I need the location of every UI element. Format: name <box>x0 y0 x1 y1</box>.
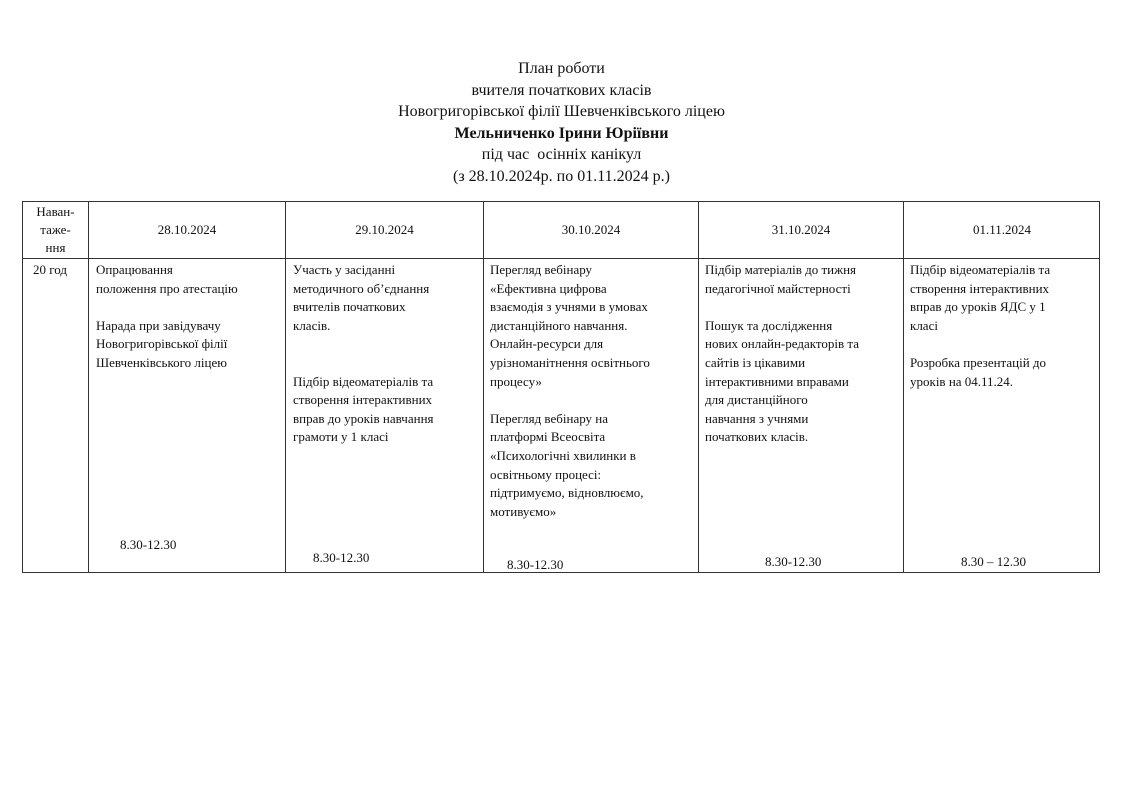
activity-cell: Підбір матеріалів до тижня педагогічної майстерності Пошук та дослідження нових онлайн-редакторів та сайтів із цікавими інтерактивними вправами для дистанційного навчання з учнями початкових класів. <box>705 262 860 445</box>
time-range: 8.30-12.30 <box>507 557 564 572</box>
header-date: 01.11.2024 <box>972 222 1032 237</box>
title-period: (з 28.10.2024р. по 01.11.2024 р.) <box>453 167 670 185</box>
header-date: 29.10.2024 <box>355 222 414 237</box>
title-line: вчителя початкових класів <box>471 81 652 99</box>
time-range: 8.30-12.30 <box>313 550 370 565</box>
time-range: 8.30-12.30 <box>120 537 177 552</box>
title-line: під час осінніх канікул <box>481 146 642 163</box>
activity-cell: Підбір відеоматеріалів та створення інтерактивних вправ до уроків ЯДС у 1 класі Розробка презентацій до уроків на 04.11.24. <box>910 262 1051 389</box>
title-line: План роботи <box>518 60 605 77</box>
header-date: 30.10.2024 <box>561 222 621 237</box>
title-line: Новогригорівської філії Шевченківського ліцею <box>398 103 725 120</box>
load-value: 20 год <box>33 262 67 277</box>
teacher-name: Мельниченко Ірини Юріївни <box>454 124 669 142</box>
header-date: 31.10.2024 <box>771 222 831 237</box>
work-plan-table <box>22 201 1100 573</box>
activity-cell: Опрацювання положення про атестацію Нарада при завідувачу Новогригорівської філії Шевченківського ліцею <box>96 262 238 370</box>
activity-cell: Перегляд вебінару «Ефективна цифрова взаємодія з учнями в умовах дистанційного навчання. Онлайн-ресурси для урізноманітнення освітнього процесу» Перегляд вебінару на платформі Всеосвіта «Психологічні хвилинки в освітньому процесі: підтримуємо, відновлюємо, мотивуємо» <box>490 262 650 519</box>
divider <box>23 258 1099 259</box>
header-date: 28.10.2024 <box>157 222 217 237</box>
activity-cell: Участь у засіданні методичного об’єднання вчителів початкових класів. Підбір відеоматеріалів та створення інтерактивних вправ до уроків навчання грамоти у 1 класі <box>293 262 434 445</box>
time-range: 8.30-12.30 <box>765 554 822 569</box>
header-load: Наван- таже- ння <box>36 204 75 255</box>
document-title <box>0 58 1123 187</box>
time-range: 8.30 – 12.30 <box>961 554 1026 569</box>
